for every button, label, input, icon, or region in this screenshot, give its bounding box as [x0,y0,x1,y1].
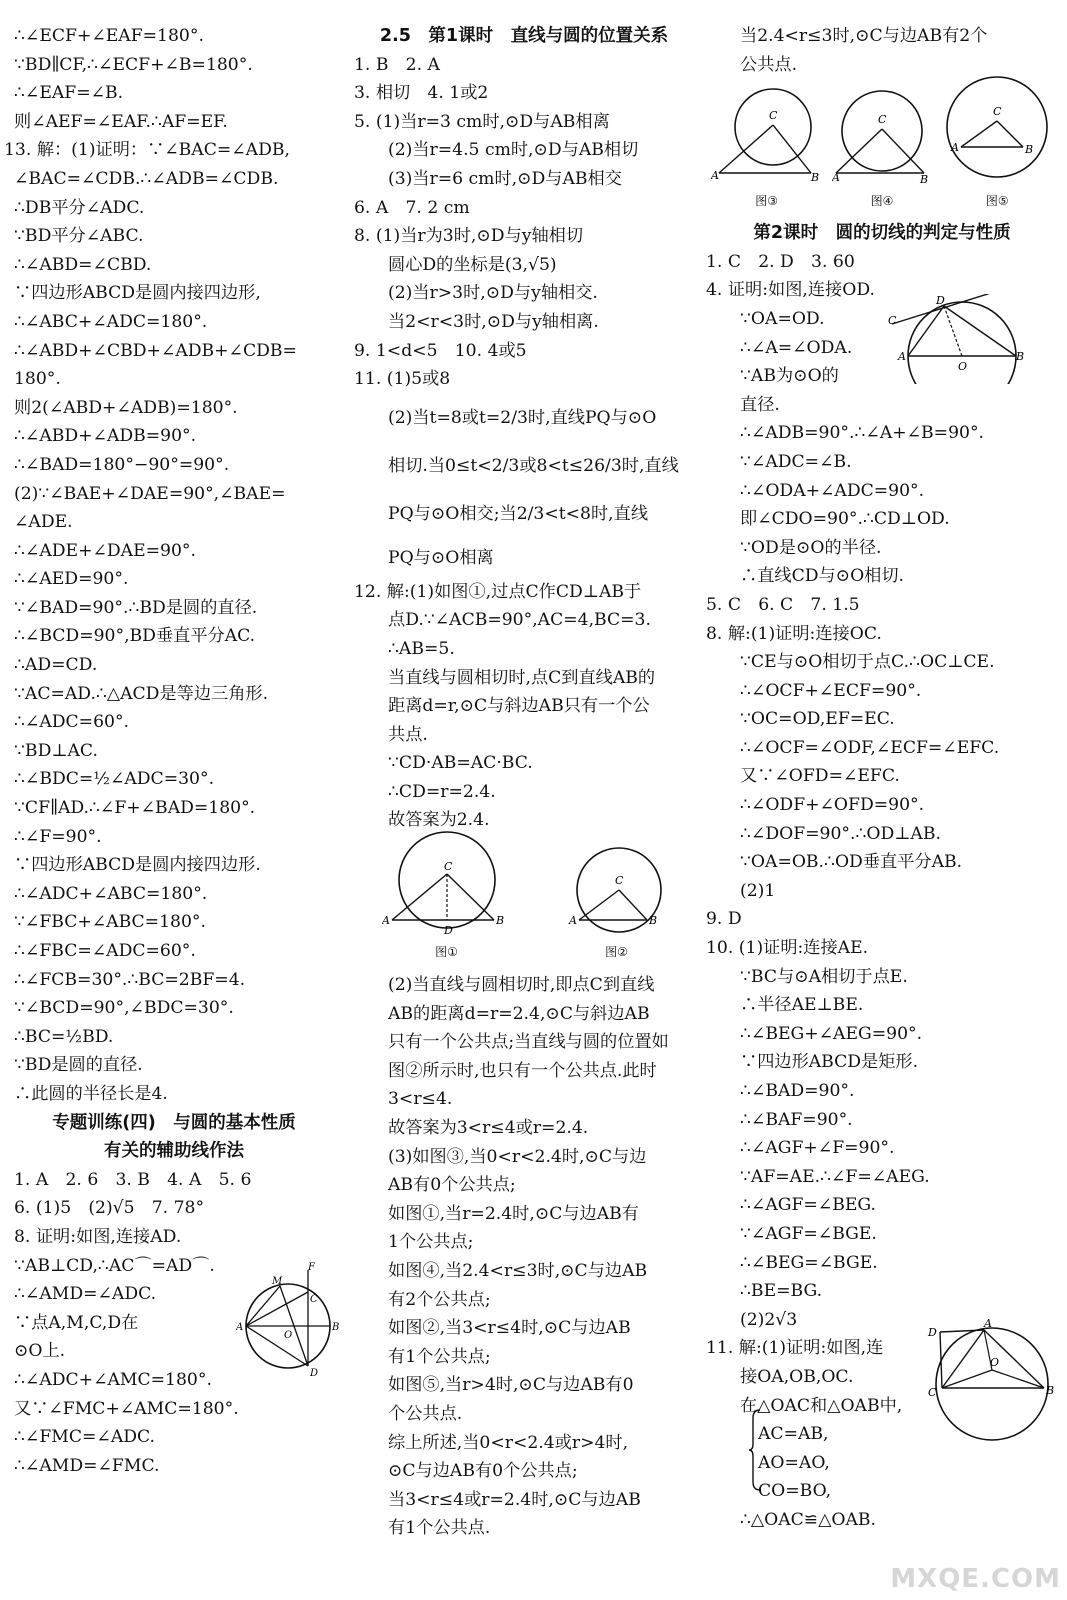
svg-text:A: A [236,1322,244,1333]
text-line: ∴∠BDC=½∠ADC=30°. [14,769,215,790]
text-line: ⊙C与边AB有0个公共点; [388,1461,578,1482]
svg-text:D: D [443,924,453,938]
svg-text:D: D [310,1368,319,1379]
svg-text:A: A [951,140,960,154]
text-line: AB的距离d=r=2.4,⊙C与斜边AB [388,1003,650,1024]
text-line: (2)1 [740,880,776,901]
text-line: ∴∠BEG+∠AEG=90°. [740,1023,923,1044]
text-line: ∴DB平分∠ADC. [14,197,145,218]
text-line: 又∵∠OFD=∠EFC. [740,766,900,787]
figure-1 [382,828,512,938]
text-line: 有2个公共点; [388,1289,491,1310]
text-line: 公共点. [740,54,798,75]
text-line: ∴半径AE⊥BE. [740,995,864,1016]
text-line: ∴BC=½BD. [14,1026,114,1047]
text-line: ⊙O上. [14,1341,66,1362]
text-line: ∴∠ABD+∠CBD+∠ADB+∠CDB= [14,340,297,361]
svg-text:A: A [568,914,577,928]
text-line: ∴BE=BG. [740,1281,823,1302]
problem-13: 13. 解：(1)证明：∵∠BAC=∠ADB, [4,140,290,161]
text-line: 当直线与圆相切时,点C到直线AB的 [388,667,656,688]
section-heading: 第2课时 圆的切线的判定与性质 [753,223,1011,244]
circle-tangent-figure-problem4 [886,294,1026,384]
text-line: 直径. [740,394,780,415]
text-line: 当3<r≤4或r=2.4时,⊙C与边AB [388,1489,641,1510]
figure-2 [567,838,667,938]
text-line: 如图④,当2.4<r≤3时,⊙C与边AB [388,1261,648,1281]
svg-text:C: C [443,860,452,874]
text-line: ∴∠AGF+∠F=90°. [740,1138,895,1159]
text-line: ∵AF=AE.∴∠F=∠AEG. [740,1166,930,1187]
svg-text:A: A [831,170,840,184]
text-line: 8. 证明:如图,连接AD. [14,1226,182,1247]
svg-text:O: O [284,1330,293,1341]
text-line: (2)∵∠BAE+∠DAE=90°,∠BAE= [14,483,286,504]
text-line: 12. 解:(1)如图①,过点C作CD⊥AB于 [354,581,642,602]
text-line: 9. 1<d<5 10. 4或5 [354,340,527,361]
text-line: ∴∠AED=90°. [14,569,129,590]
text-line: 又∵∠FMC+∠AMC=180°. [14,1398,239,1419]
svg-text:A: A [984,1318,992,1330]
text-line: 1个公共点; [388,1232,474,1253]
text-line: ∠ADE. [14,512,73,533]
text-line: 180°. [14,369,61,390]
text-line: PQ与⊙O相离 [388,547,494,568]
figure-row-3-4-5 [706,83,1058,215]
text-line: ∵∠FBC+∠ABC=180°. [14,912,206,933]
svg-text:B: B [495,914,504,928]
text-line: ∴∠EAF=∠B. [14,83,124,104]
text-line: ∵BD∥CF,∴∠ECF+∠B=180°. [14,54,253,75]
text-line: 距离d=r,⊙C与斜边AB只有一个公 [388,696,650,717]
figure-caption: 图② [605,945,628,960]
figure-caption: 图① [435,945,458,960]
text-line: 5. C 6. C 7. 1.5 [706,594,860,615]
text-line: ∴∠ADB=90°.∴∠A+∠B=90°. [740,423,984,444]
text-line: PQ与⊙O相交;当2/3<t<8时,直线 [388,503,649,524]
text-line: ∴∠AGF=∠BEG. [740,1195,876,1216]
svg-text:C: C [993,104,1002,118]
text-line: ∵四边形ABCD是矩形. [740,1052,919,1073]
text-line: 则2(∠ABD+∠ADB)=180°. [14,397,238,418]
text-line: 5. (1)当r=3 cm时,⊙D与AB相离 [354,111,610,132]
text-line: ∵AB为⊙O的 [740,366,839,387]
text-line: ∴∠ABC+∠ADC=180°. [14,311,208,332]
text-line: ∴△OAC≌△OAB. [740,1509,877,1530]
text-line: ∵∠BCD=90°,∠BDC=30°. [14,998,234,1019]
svg-text:C: C [888,314,897,327]
brace-line: CO=BO, [758,1481,832,1502]
text-line: ∵∠BAD=90°.∴BD是圆的直径. [14,597,258,618]
text-line: 如图①,当r=2.4时,⊙C与边AB有 [388,1203,639,1224]
text-line: 1. B 2. A [354,54,440,75]
text-line: (2)当直线与圆相切时,即点C到直线 [388,975,655,996]
column-middle [354,22,694,1543]
text-line: 图②所示时,也只有一个公共点.此时 [388,1060,657,1081]
svg-text:B: B [648,914,657,928]
text-line: ∴∠BCD=90°,BD垂直平分AC. [14,626,256,647]
text-line: ∵CF∥AD.∴∠F+∠BAD=180°. [14,798,256,819]
text-line: ∵四边形ABCD是圆内接四边形, [14,283,261,304]
text-line: ∴∠AMD=∠ADC. [14,1284,157,1305]
text-line: ∵AC=AD.∴△ACD是等边三角形. [14,683,269,704]
text-line: ∠BAC=∠CDB.∴∠ADB=∠CDB. [14,168,279,189]
text-line: 8. (1)当r为3时,⊙D与y轴相切 [354,226,584,247]
text-line: ∵BC与⊙A相切于点E. [740,966,908,987]
text-line: ∴∠A=∠ODA. [740,337,853,358]
text-line: ∴∠AMD=∠FMC. [14,1455,160,1476]
figure-row-1-2 [354,839,694,967]
section-heading: 2.5 第1课时 直线与圆的位置关系 [379,26,669,46]
text-line: ∴此圆的半径长是4. [14,1083,168,1104]
text-line: ∴∠F=90°. [14,826,102,847]
text-line: 则∠AEF=∠EAF.∴AF=EF. [14,111,228,132]
text-line: 共点. [388,724,428,745]
svg-text:D: D [928,1326,937,1339]
svg-text:B: B [810,170,819,184]
column-right [706,22,1058,1535]
circle-figure-problem11 [926,1318,1060,1450]
svg-text:A: A [898,350,906,363]
text-line: 有1个公共点. [388,1518,491,1539]
text-line: 1. C 2. D 3. 60 [706,251,855,272]
text-line: ∴∠ADC+∠AMC=180°. [14,1369,212,1390]
text-line: ∵∠AGF=∠BGE. [740,1223,877,1244]
text-line: 故答案为2.4. [388,810,490,831]
text-line: 个公共点. [388,1403,463,1424]
text-line: ∴CD=r=2.4. [388,781,496,802]
text-line: ∴∠ADE+∠DAE=90°. [14,540,196,561]
text-line: ∴∠FBC=∠ADC=60°. [14,941,196,961]
text-line: ∵OA=OD. [740,308,825,329]
svg-text:B: B [919,172,929,186]
svg-text:B: B [1025,142,1034,156]
figure-5 [941,75,1053,187]
text-line: ∵BD⊥AC. [14,740,98,761]
text-line: 8. 解:(1)证明:连接OC. [706,623,882,644]
text-line: ∴∠BEG=∠BGE. [740,1252,878,1273]
svg-text:B: B [332,1322,340,1333]
brace-line: AO=AO, [758,1452,830,1473]
text-line: 6. A 7. 2 cm [354,197,470,218]
text-line: 3. 相切 4. 1或2 [354,83,489,104]
text-line: 当2<r<3时,⊙D与y轴相离. [388,311,599,332]
text-line: (3)如图③,当0<r<2.4时,⊙C与边 [388,1146,647,1167]
text-line: ∴∠DOF=90°.∴OD⊥AB. [740,823,941,844]
svg-text:B: B [1016,350,1025,363]
figure-caption: 图⑤ [985,193,1009,208]
svg-text:C: C [310,1294,318,1305]
text-line: 即∠CDO=90°.∴CD⊥OD. [740,509,950,530]
text-line: 综上所述,当0<r<2.4或r>4时, [388,1432,629,1453]
text-line: 10. (1)证明:连接AE. [706,938,869,959]
text-line: 只有一个公共点;当直线与圆的位置如 [388,1032,669,1053]
text-line: ∴∠BAD=90°. [740,1081,855,1101]
text-line: 相切.当0≤t<2/3或8<t≤26/3时,直线 [388,455,679,476]
text-line: 当2.4<r≤3时,⊙C与边AB有2个 [740,26,988,46]
text-line: ∴∠ECF+∠EAF=180°. [14,26,204,46]
text-line: 圆心D的坐标是(3,√5) [388,254,557,275]
text-line: (2)当r=4.5 cm时,⊙D与AB相切 [388,140,639,161]
text-line: ∵OD是⊙O的半径. [740,537,882,558]
svg-text:M: M [272,1276,283,1287]
svg-text:B: B [1046,1384,1055,1397]
text-line: (2)当r>3时,⊙D与y轴相交. [388,283,598,304]
text-line: 1. A 2. 6 3. B 4. A 5. 6 [14,1169,252,1190]
brace-icon [748,1408,762,1492]
text-line: 6. (1)5 (2)√5 7. 78° [14,1198,205,1219]
svg-text:C: C [928,1386,937,1399]
text-line: 接OA,OB,OC. [740,1366,854,1387]
text-line: 4. 证明:如图,连接OD. [706,280,875,301]
text-line: 3<r≤4. [388,1089,453,1110]
svg-text:C: C [614,874,623,888]
figure-3 [711,83,823,187]
text-line: ∴∠ABD+∠ADB=90°. [14,426,197,447]
text-line: 有1个公共点; [388,1346,491,1367]
text-line: 点D.∵∠ACB=90°,AC=4,BC=3. [388,610,651,631]
text-line: 11. (1)5或8 [354,369,451,390]
brace-line: AC=AB, [758,1424,829,1445]
text-line: ∴∠BAD=180°−90°=90°. [14,454,230,475]
text-line: ∴AB=5. [388,638,455,659]
text-line: 在△OAC和△OAB中, [740,1395,903,1416]
text-line: ∴∠ADC=60°. [14,712,130,733]
svg-text:F: F [308,1262,315,1273]
text-line: ∴∠FMC=∠ADC. [14,1427,156,1448]
text-line: ∵点A,M,C,D在 [14,1312,139,1333]
text-line: ∴AD=CD. [14,655,98,676]
text-line: ∴∠ABD=∠CBD. [14,254,152,275]
text-line: 9. D [706,909,742,930]
svg-text:O: O [958,360,968,373]
text-line: 如图②,当3<r≤4时,⊙C与边AB [388,1318,631,1339]
svg-text:D: D [936,294,945,307]
text-line: (2)2√3 [740,1309,798,1330]
text-line: 11. 解:(1)证明:如图,连 [706,1338,884,1359]
section-subheading: 有关的辅助线作法 [104,1141,244,1162]
svg-text:O: O [990,1356,1000,1369]
text-line: ∵CD·AB=AC·BC. [388,753,533,774]
text-line: ∵OC=OD,EF=EC. [740,709,895,730]
svg-text:A: A [710,168,719,182]
watermark-logo: MXQE.COM [890,1564,1061,1594]
text-line: ∴∠OCF=∠ODF,∠ECF=∠EFC. [740,737,1000,758]
svg-text:A: A [381,914,390,928]
text-line: ∴直线CD与⊙O相切. [740,566,905,587]
text-line: ∴∠OCF+∠ECF=90°. [740,680,922,701]
text-line: 如图⑤,当r>4时,⊙C与边AB有0 [388,1375,634,1396]
text-line: ∴∠ODA+∠ADC=90°. [740,480,925,501]
svg-text:C: C [877,112,887,126]
circle-figure-problem8 [236,1262,340,1380]
text-line: ∴∠ODF+∠OFD=90°. [740,795,925,816]
text-line: AB有0个公共点; [388,1175,516,1196]
text-line: ∵AB⊥CD,∴AC⌒=AD⌒. [14,1255,215,1276]
text-line: 故答案为3<r≤4或r=2.4. [388,1118,589,1139]
figure-4 [832,83,932,187]
text-line: ∵四边形ABCD是圆内接四边形. [14,855,261,876]
text-line: ∵OA=OB.∴OD垂直平分AB. [740,852,963,873]
text-line: ∴∠ADC+∠ABC=180°. [14,883,208,904]
text-line: ∵BD是圆的直径. [14,1055,143,1076]
text-line: (3)当r=6 cm时,⊙D与AB相交 [388,168,622,189]
svg-text:C: C [768,108,778,122]
text-line: ∵BD平分∠ABC. [14,226,144,247]
figure-caption: 图④ [870,193,894,208]
text-line: ∴∠FCB=30°.∴BC=2BF=4. [14,969,246,990]
text-line: ∵∠ADC=∠B. [740,451,852,472]
section-heading: 专题训练(四) 与圆的基本性质 [52,1112,296,1133]
text-line: ∵CE与⊙O相切于点C.∴OC⊥CE. [740,652,995,673]
text-line: ∴∠BAF=90°. [740,1109,853,1130]
figure-caption: 图③ [755,193,779,208]
text-line: (2)当t=8或t=2/3时,直线PQ与⊙O [388,407,657,428]
